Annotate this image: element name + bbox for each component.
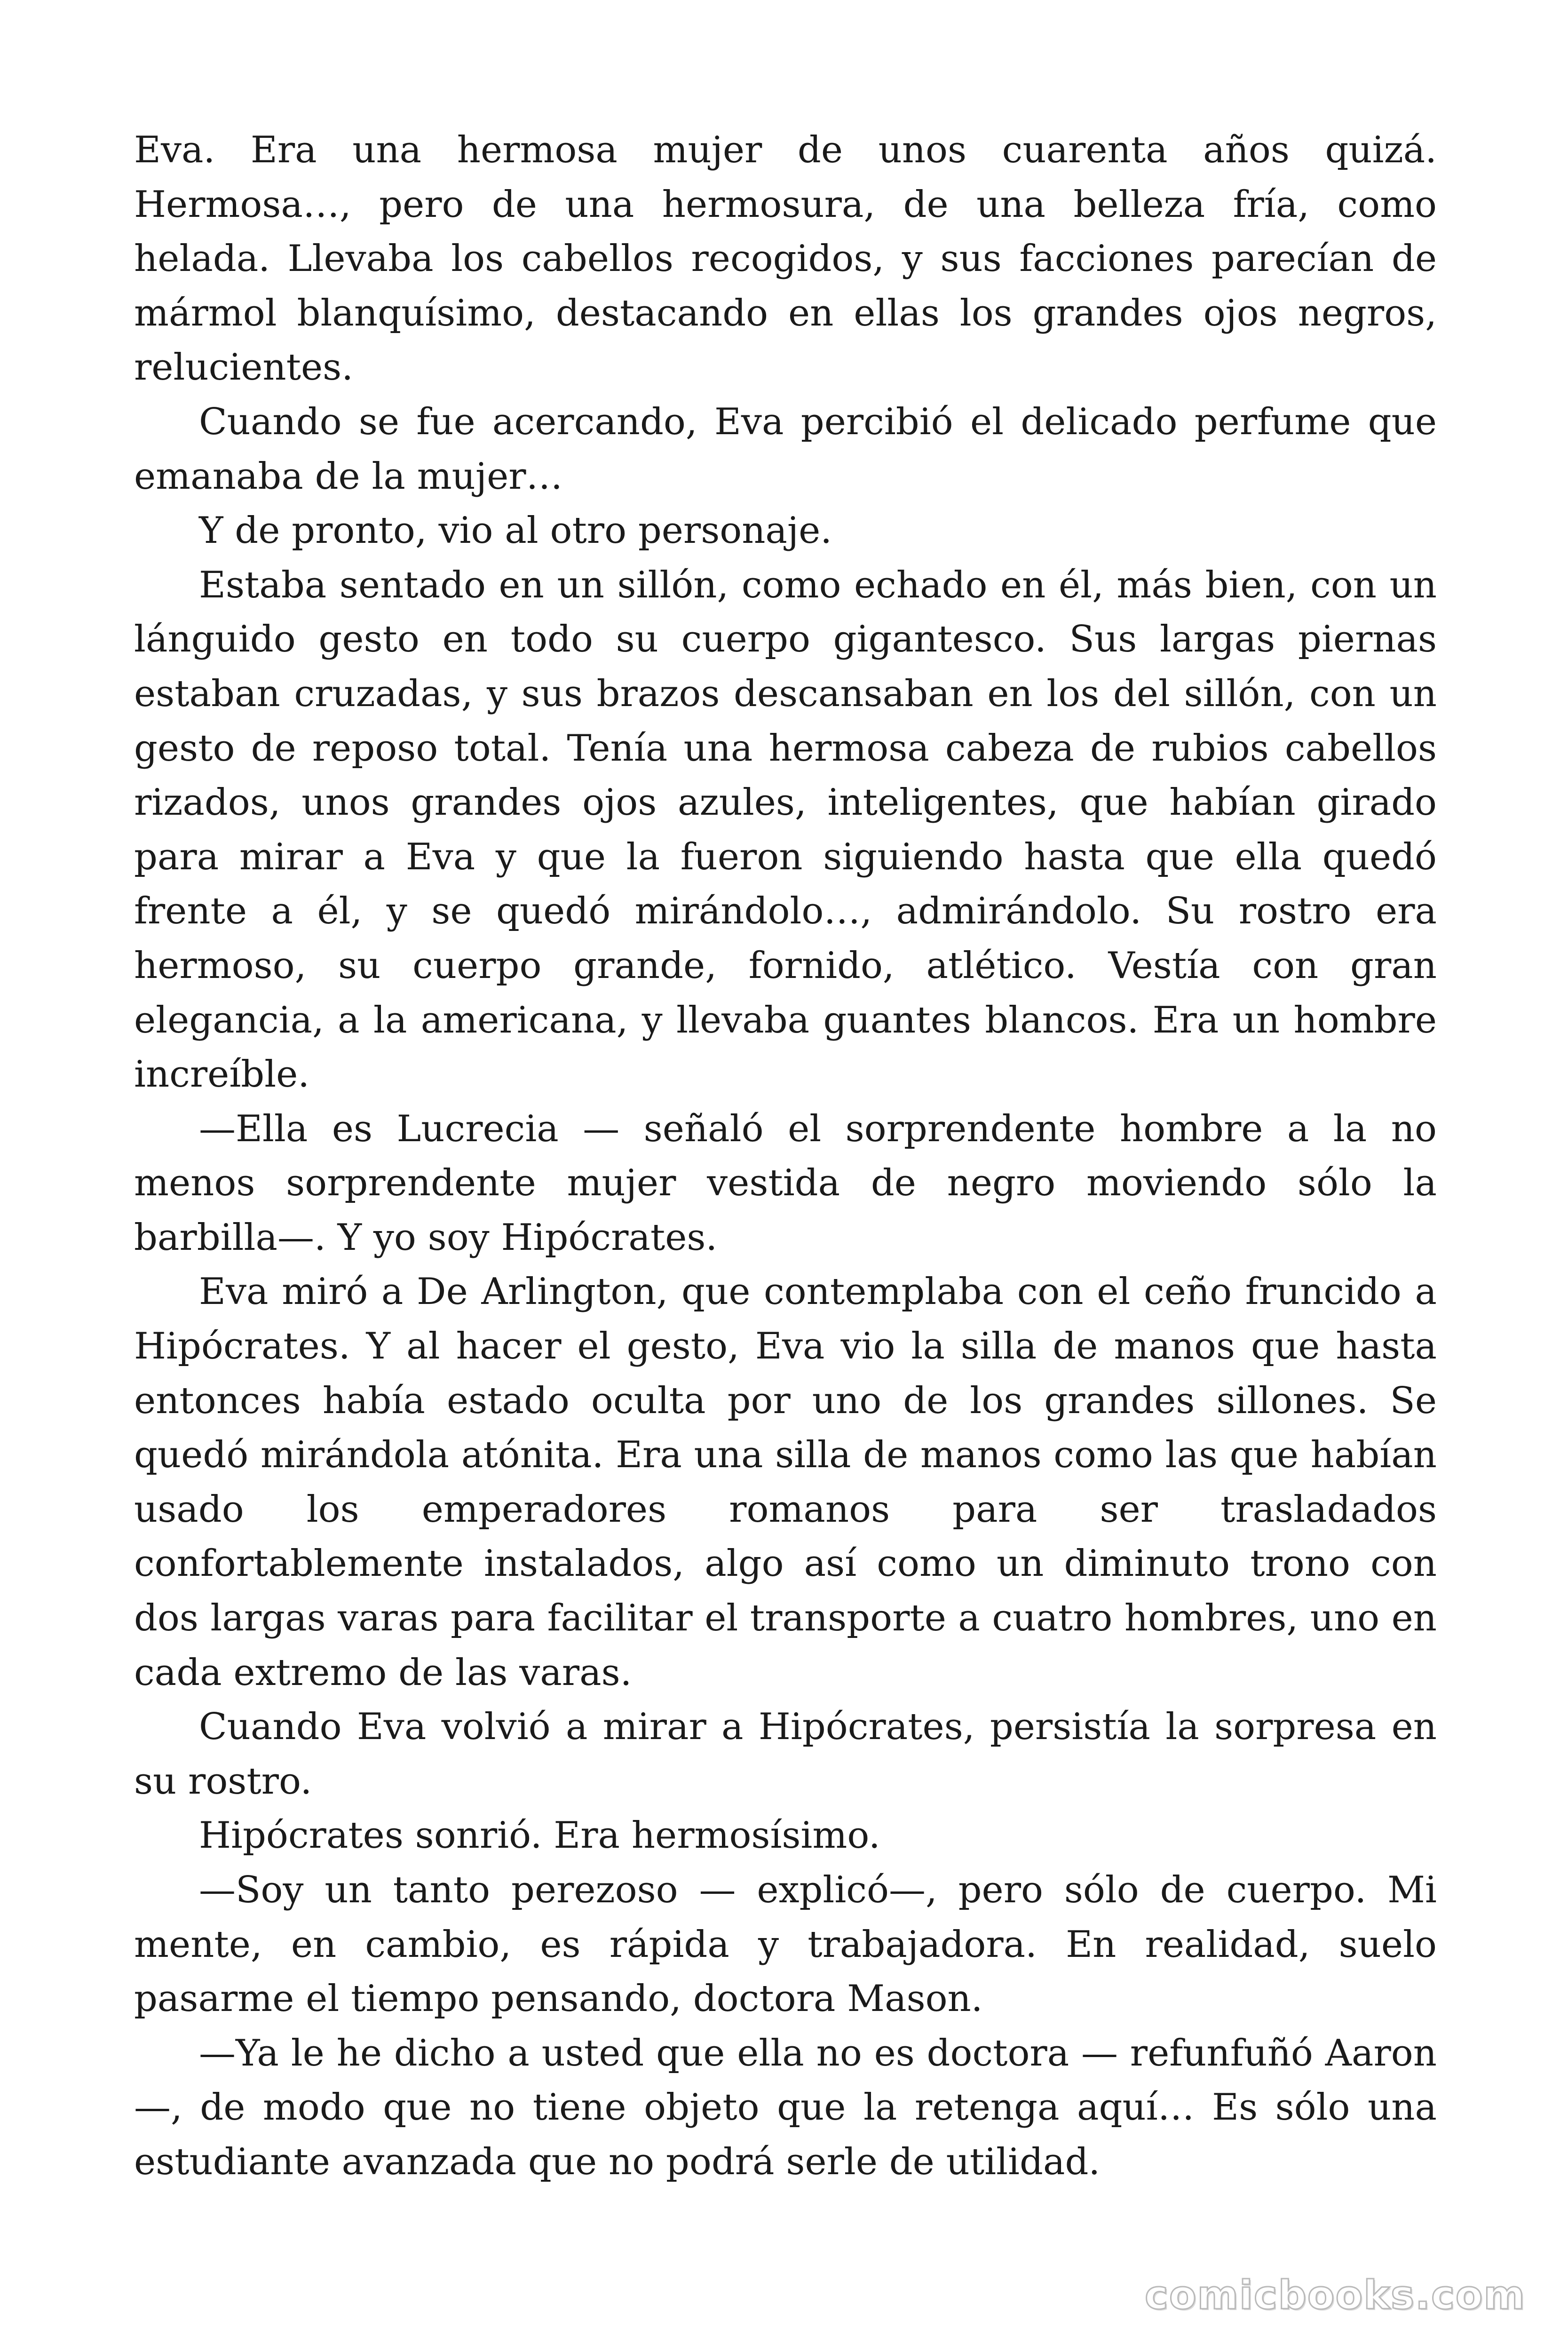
watermark: comicbooks.com <box>1145 2272 1526 2318</box>
paragraph-9: —Soy un tanto perezoso — explicó—, pero sólo de cuerpo. Mi mente, en cambio, es rápida y trabajadora. En realidad, suelo pasarme el tiempo pensando, doctora Mason. <box>134 1869 1437 2020</box>
paragraph-5: —Ella es Lucrecia — señaló el sorprendente hombre a la no menos sorprendente mujer vestida de negro moviendo sólo la barbilla—. Y yo soy Hipócrates. <box>134 1107 1437 1259</box>
paragraph-7: Cuando Eva volvió a mirar a Hipócrates, persistía la sorpresa en su rostro. <box>134 1706 1437 1803</box>
page-text <box>134 123 1437 2190</box>
paragraph-6: Eva miró a De Arlington, que contemplaba con el ceño fruncido a Hipócrates. Y al hacer el gesto, Eva vio la silla de manos que hasta entonces había estado oculta por uno de los grandes sillones. Se quedó mirándola atónita. Era una silla de manos como las que habían usado los emperadores romanos para ser trasladados confortablemente instalados, algo así como un diminuto trono con dos largas varas para facilitar el transporte a cuatro hombres, uno en cada extremo de las varas. <box>134 1271 1437 1694</box>
paragraph-3: Y de pronto, vio al otro personaje. <box>199 509 832 552</box>
paragraph-10: —Ya le he dicho a usted que ella no es doctora — refunfuñó Aaron—, de modo que no tiene objeto que la retenga aquí… Es sólo una estudiante avanzada que no podrá serle de utilidad. <box>134 2032 1437 2183</box>
paragraph-1: Eva. Era una hermosa mujer de unos cuarenta años quizá. Hermosa…, pero de una hermosura, de una belleza fría, como helada. Llevaba los cabellos recogidos, y sus facciones parecían de mármol blanquísimo, destacando en ellas los grandes ojos negros, relucientes. <box>134 129 1437 389</box>
paragraph-2: Cuando se fue acercando, Eva percibió el delicado perfume que emanaba de la mujer… <box>134 400 1437 498</box>
paragraph-4: Estaba sentado en un sillón, como echado en él, más bien, con un lánguido gesto en todo su cuerpo gigantesco. Sus largas piernas estaban cruzadas, y sus brazos descansaban en los del sillón, con un gesto de reposo total. Tenía una hermosa cabeza de rubios cabellos rizados, unos grandes ojos azules, inteligentes, que habían girado para mirar a Eva y que la fueron siguiendo hasta que ella quedó frente a él, y se quedó mirándolo…, admirándolo. Su rostro era hermoso, su cuerpo grande, fornido, atlético. Vestía con gran elegancia, a la americana, y llevaba guantes blancos. Era un hombre increíble. <box>134 564 1437 1096</box>
paragraph-8: Hipócrates sonrió. Era hermosísimo. <box>199 1814 880 1857</box>
